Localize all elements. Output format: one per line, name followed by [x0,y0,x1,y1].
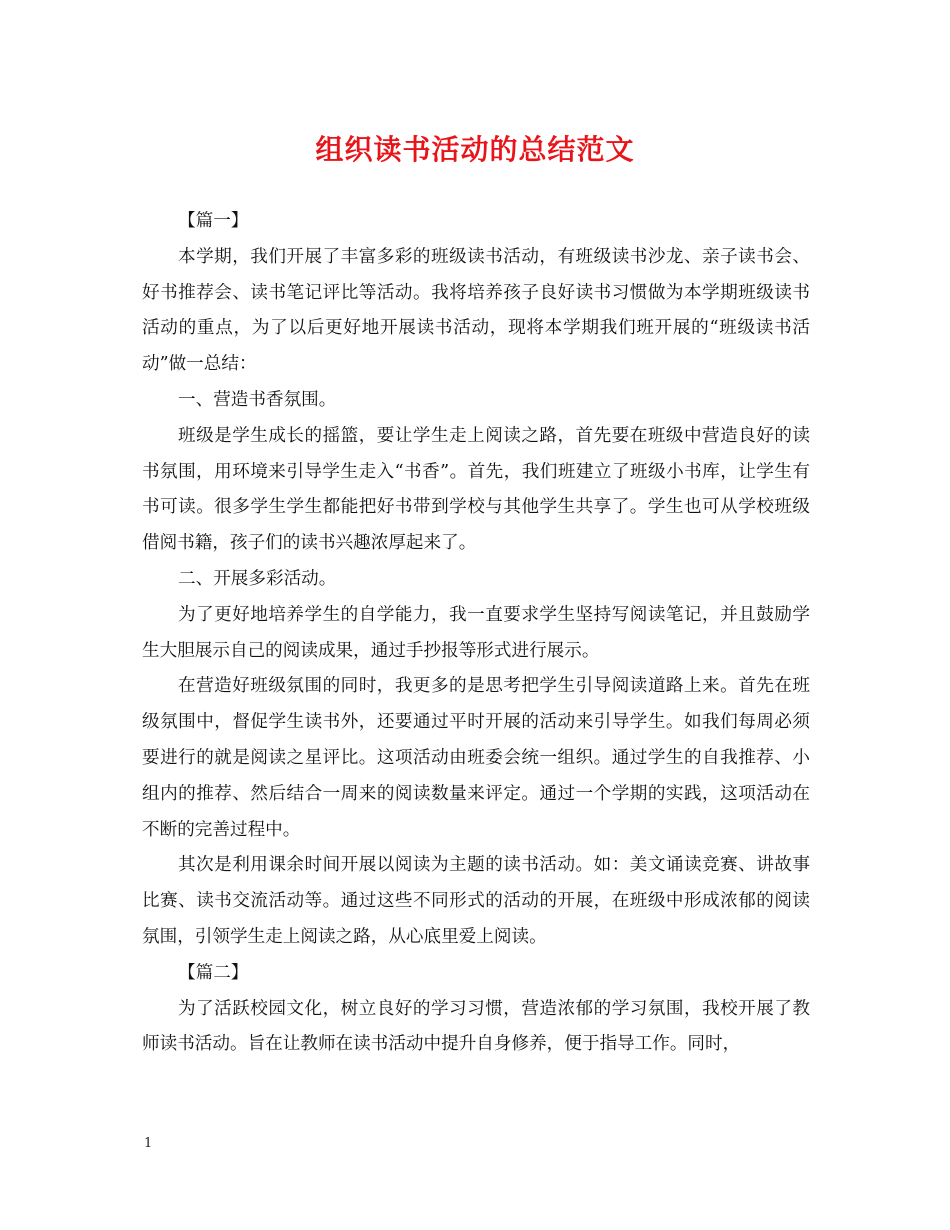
paragraph: 其次是利用课余时间开展以阅读为主题的读书活动。如：美文诵读竞赛、讲故事比赛、读书交流活动等。通过这些不同形式的活动的开展，在班级中形成浓郁的阅读氛围，引领学生走上阅读之路，从心底里爱上阅读。 [142,855,810,947]
paragraph: 为了更好地培养学生的自学能力，我一直要求学生坚持写阅读笔记，并且鼓励学生大胆展示自己的阅读成果，通过手抄报等形式进行展示。 [142,604,810,661]
section-heading: 【篇二】 [178,962,249,983]
subsection-heading: 二、开展多彩活动。 [178,568,337,589]
subsection-heading: 一、营造书香氛围。 [178,389,337,410]
document-title: 组织读书活动的总结范文 [315,133,635,166]
paragraph: 在营造好班级氛围的同时，我更多的是思考把学生引导阅读道路上来。首先在班级氛围中，督促学生读书外，还要通过平时开展的活动来引导学生。如我们每周必须要进行的就是阅读之星评比。这项活动由班委会统一组织。通过学生的自我推荐、小组内的推荐、然后结合一周来的阅读数量来评定。通过一个学期的实践，这项活动在不断的完善过程中。 [142,676,810,840]
page-number: 1 [144,1136,153,1151]
paragraph: 为了活跃校园文化，树立良好的学习习惯，营造浓郁的学习氛围，我校开展了教师读书活动。旨在让教师在读书活动中提升自身修养，便于指导工作。同时， [142,998,810,1055]
paragraph: 班级是学生成长的摇篮，要让学生走上阅读之路，首先要在班级中营造良好的读书氛围，用环境来引导学生走入“书香”。首先，我们班建立了班级小书库，让学生有书可读。很多学生学生都能把好书带到学校与其他学生共享了。学生也可从学校班级借阅书籍，孩子们的读书兴趣浓厚起来了。 [142,425,810,554]
section-heading: 【篇一】 [178,211,249,231]
paragraph: 本学期，我们开展了丰富多彩的班级读书活动，有班级读书沙龙、亲子读书会、好书推荐会、读书笔记评比等活动。我将培养孩子良好读书习惯做为本学期班级读书活动的重点，为了以后更好地开展读书活动，现将本学期我们班开展的“班级读书活动”做一总结： [142,246,810,375]
document-body [142,204,810,1063]
